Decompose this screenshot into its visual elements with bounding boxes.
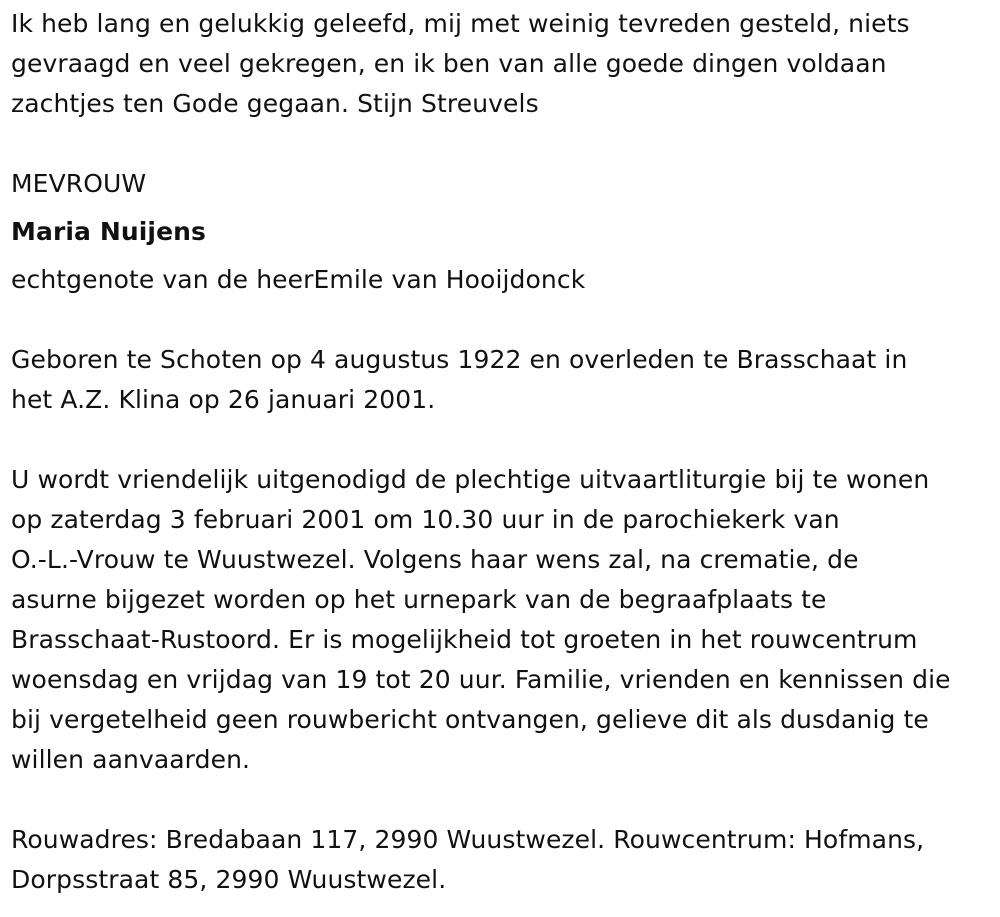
spacer bbox=[11, 300, 996, 340]
birth-death-paragraph: Geboren te Schoten op 4 augustus 1922 en overleden te Brasschaat in het A.Z. Klina op 26 januari 2001. bbox=[11, 345, 908, 414]
honorific-title: MEVROUW bbox=[11, 169, 147, 198]
spacer bbox=[11, 780, 996, 820]
spacer bbox=[11, 252, 996, 260]
spacer bbox=[11, 124, 996, 164]
spouse-line: echtgenote van de heerEmile van Hooijdonck bbox=[11, 265, 586, 294]
address-paragraph: Rouwadres: Bredabaan 117, 2990 Wuustwezel. Rouwcentrum: Hofmans, Dorpsstraat 85, 2990 Wuustwezel. bbox=[11, 825, 925, 894]
spacer bbox=[11, 420, 996, 460]
quote-paragraph: Ik heb lang en gelukkig geleefd, mij met weinig tevreden gesteld, niets gevraagd en veel gekregen, en ik ben van alle goede dingen voldaan zachtjes ten Gode gegaan. Stijn Streuvels bbox=[11, 9, 910, 118]
obituary-document bbox=[11, 4, 996, 900]
spacer bbox=[11, 204, 996, 212]
invitation-paragraph: U wordt vriendelijk uitgenodigd de plechtige uitvaartliturgie bij te wonen op zaterdag 3 februari 2001 om 10.30 uur in de parochiekerk van O.-L.-Vrouw te Wuustwezel. Volgens haar wens zal, na crematie, de asurne bijgezet worden op het urnepark van de begraafplaats te Brasschaat-Rustoord. Er is mogelijkheid tot groeten in het rouwcentrum woensdag en vrijdag van 19 tot 20 uur. Familie, vrienden en kennissen die bij vergetelheid geen rouwbericht ontvangen, gelieve dit als dusdanig te willen aanvaarden. bbox=[11, 465, 951, 774]
deceased-name: Maria Nuijens bbox=[11, 217, 207, 246]
